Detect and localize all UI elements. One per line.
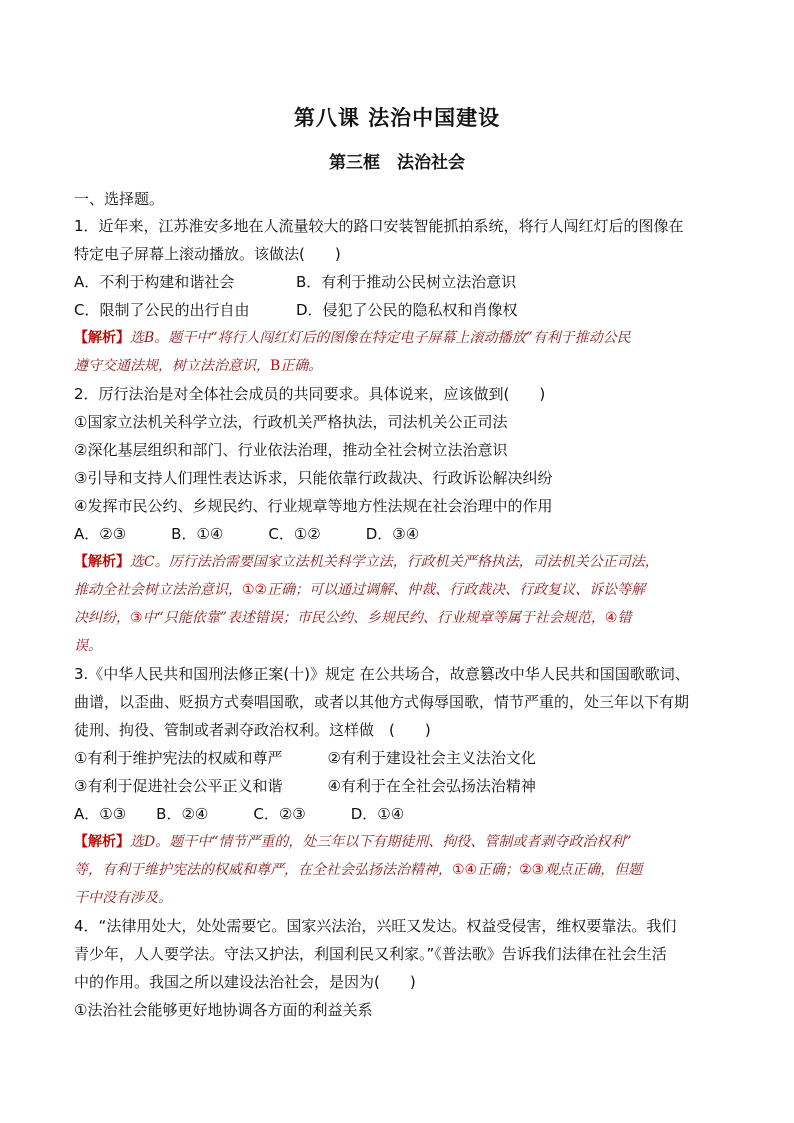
q4-statement-1: ①法治社会能够更好地协调各方面的利益关系 [74, 1001, 373, 1019]
q3-analysis-line2: 等，有利于维护宪法的权威和尊严，在全社会弘扬法治精神，①④正确；②③观点正确，但题 [74, 862, 643, 878]
q1-option-d: D．侵犯了公民的隐私权和肖像权 [296, 301, 518, 319]
q2-analysis-line4: 误。 [74, 638, 102, 654]
q3-options: A．①③ B．②④ C．②③ D．①④ [74, 805, 405, 823]
q2-analysis-line1: 【解析】选C。厉行法治需要国家立法机关科学立法，行政机关严格执法，司法机关公正司法， [74, 554, 659, 570]
q1-stem-line2: 特定电子屏幕上滚动播放。该做法( ) [74, 245, 341, 263]
q4-stem-line1: 4．“法律用处大，处处需要它。国家兴法治，兴旺又发达。权益受侵害，维权要靠法。我们 [74, 917, 677, 935]
q3-statements-34: ③有利于促进社会公平正义和谐 ④有利于在全社会弘扬法治精神 [74, 777, 536, 795]
q4-stem-line3: 中的作用。我国之所以建设法治社会，是因为( ) [74, 973, 416, 991]
q2-statement-3: ③引导和支持人们理性表达诉求，只能依靠行政裁决、行政诉讼解决纠纷 [74, 469, 553, 487]
q3-analysis-line3: 干中没有涉及。 [74, 890, 172, 906]
q3-statements-12: ①有利于维护宪法的权威和尊严 ②有利于建设社会主义法治文化 [74, 749, 536, 767]
analysis-tag: 【解析】 [74, 554, 130, 570]
q2-analysis-line2: 推动全社会树立法治意识，①②正确；可以通过调解、仲裁、行政裁决、行政复议、诉讼等解 [74, 582, 646, 598]
q1-analysis-line2: 遵守交通法规，树立法治意识，B正确。 [74, 358, 323, 374]
q3-stem-line2: 曲谱，以歪曲、贬损方式奏唱国歌，或者以其他方式侮辱国歌，情节严重的，处三年以下有期 [74, 693, 690, 711]
q3-stem-line1: 3.《中华人民共和国刑法修正案(十)》规定 在公共场合，故意篡改中华人民共和国国歌歌词、 [74, 665, 690, 683]
q1-analysis-line1: 【解析】选B。题干中“将行人闯红灯后的图像在特定电子屏幕上滚动播放”有利于推动公民 [74, 330, 631, 346]
section-heading: 一、选择题。 [74, 190, 165, 208]
q2-options: A．②③ B．①④ C．①② D．③④ [74, 525, 420, 543]
q2-analysis-line3: 决纠纷，③中“只能依靠”表述错误；市民公约、乡规民约、行业规章等属于社会规范，④错 [74, 610, 632, 626]
q2-stem: 2．厉行法治是对全体社会成员的共同要求。具体说来，应该做到( ) [74, 385, 546, 403]
q2-statement-1: ①国家立法机关科学立法，行政机关严格执法，司法机关公正司法 [74, 413, 508, 431]
q3-analysis-line1: 【解析】选D。题干中“情节严重的，处三年以下有期徒刑、拘役、管制或者剥夺政治权利” [74, 834, 632, 850]
q1-option-c: C．限制了公民的出行自由 [74, 301, 250, 319]
analysis-tag: 【解析】 [74, 330, 130, 346]
q4-stem-line2: 青少年，人人要学法。守法又护法，利国利民又利家。”《普法歌》告诉我们法律在社会生活 [74, 945, 667, 963]
q2-statement-4: ④发挥市民公约、乡规民约、行业规章等地方性法规在社会治理中的作用 [74, 497, 553, 515]
q1-options-cd [74, 300, 734, 320]
section-subtitle: 第三框 法治社会 [329, 153, 465, 173]
q1-options-ab [74, 272, 734, 292]
q1-option-a: A．不利于构建和谐社会 [74, 273, 235, 291]
lesson-title: 第八课 法治中国建设 [293, 106, 501, 130]
analysis-tag: 【解析】 [74, 834, 130, 850]
q3-stem-line3: 徒刑、拘役、管制或者剥夺政治权利。这样做 ( ) [74, 721, 431, 739]
q2-statement-2: ②深化基层组织和部门、行业依法治理，推动全社会树立法治意识 [74, 441, 508, 459]
q1-option-b: B．有利于推动公民树立法治意识 [296, 273, 517, 291]
q1-stem-line1: 1．近年来，江苏淮安多地在人流量较大的路口安装智能抓拍系统，将行人闯红灯后的图像在 [74, 217, 684, 235]
